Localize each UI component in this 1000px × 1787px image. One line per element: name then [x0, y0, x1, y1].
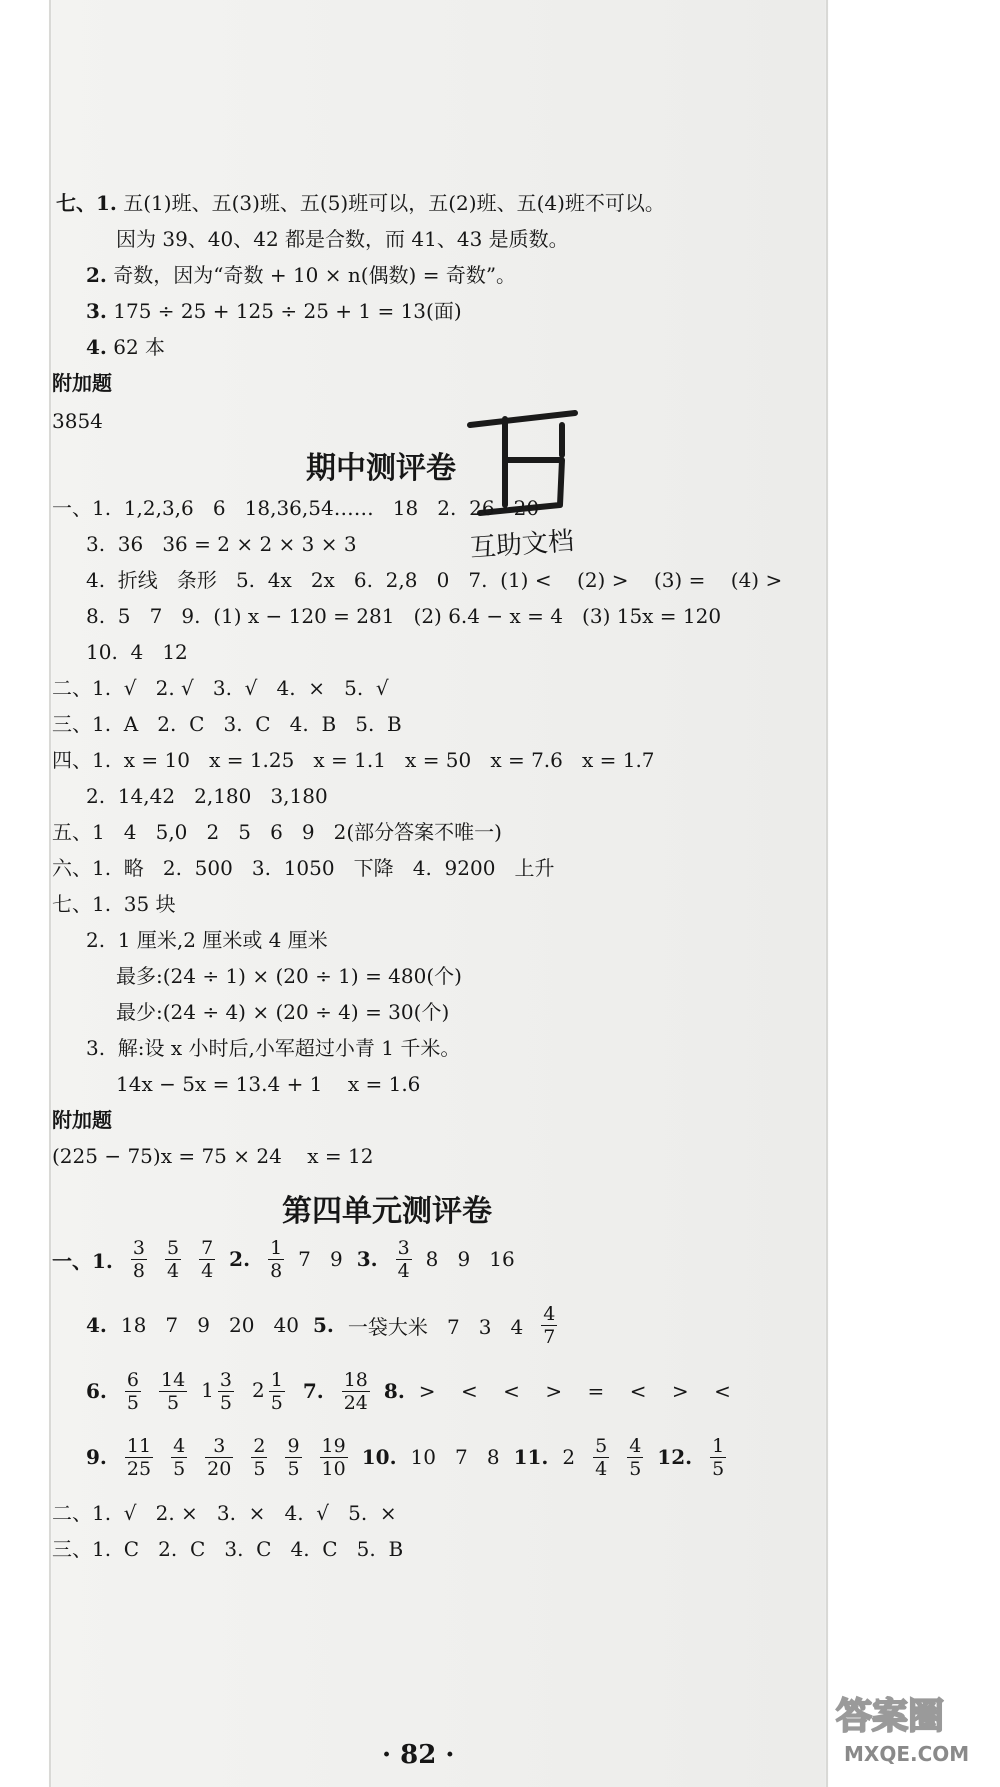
answer-line: 8. 5 7 9. (1) x − 120 = 281 (2) 6.4 − x = 4 (3) 15x = 120 [86, 604, 722, 628]
answer-line: 2. 1 厘米,2 厘米或 4 厘米 [86, 928, 328, 952]
answer-line: 10. 4 12 [86, 640, 188, 664]
answer-line: 七、1. 35 块 [52, 892, 176, 916]
answer-line: 2. 14,42 2,180 3,180 [86, 784, 328, 808]
answer-line: 四、1. x = 10 x = 1.25 x = 1.1 x = 50 x = 7.6 x = 1.7 [52, 748, 655, 772]
answer-line: 最多:(24 ÷ 1) × (20 ÷ 1) = 480(个) [116, 964, 462, 988]
left-gutter-line [49, 0, 51, 1787]
answer-line: 3. 解:设 x 小时后,小军超过小青 1 千米。 [86, 1036, 461, 1060]
fraction-row: 4. 18 7 9 20 40 5. 一袋大米 7 3 4 $\frac{4}{7}$ [86, 1302, 556, 1348]
answer-line: 五、1 4 5,0 2 5 6 9 2(部分答案不唯一) [52, 820, 502, 844]
page-number: · 82 · [382, 1740, 455, 1770]
answer-line: 4. 62 本 [86, 335, 166, 359]
section-title: 第四单元测评卷 [282, 1194, 492, 1229]
answer-line: 三、1. A 2. C 3. C 4. B 5. B [52, 712, 402, 736]
section-heading: 附加题 [52, 371, 112, 395]
fraction-row: 9. $\frac{11}{25}$ $\frac{4}{5}$ $\frac{3}{20}$ $\frac{2}{5}$ $\frac{9}{5}$ $\frac{19}{10}$ 10. 10 7 8 11. 2 $\frac{5}{4}$ $\frac{4}{5}$ 12. $\frac{1}{5}$ [86, 1434, 725, 1480]
answer-line: 14x − 5x = 13.4 + 1 x = 1.6 [116, 1072, 421, 1096]
fraction-row: 6. $\frac{6}{5}$ $\frac{14}{5}$ 1 $\frac{3}{5}$ 2 $\frac{1}{5}$ 7. $\frac{18}{24}$ 8. > < < > = < > < [86, 1368, 731, 1414]
answer-line: 一、1. 1,2,3,6 6 18,36,54…… 18 2. 26 20 [52, 496, 540, 520]
watermark-logo: 答案圈 MXQE.COM [836, 1696, 970, 1766]
answer-line: 3854 [52, 409, 103, 433]
answer-line: 因为 39、40、42 都是合数，而 41、43 是质数。 [116, 227, 569, 251]
section-heading: 附加题 [52, 1108, 112, 1132]
stamp-text: 互助文档 [469, 526, 575, 564]
answer-line: (225 − 75)x = 75 × 24 x = 12 [52, 1144, 374, 1168]
page-title: 期中测评卷 [306, 451, 456, 486]
fraction-row: 一、1. $\frac{3}{8}$ $\frac{5}{4}$ $\frac{7}{4}$ 2. $\frac{1}{8}$ 7 9 3. $\frac{3}{4}$ 8 9 16 [52, 1236, 515, 1282]
answer-line: 4. 折线 条形 5. 4x 2x 6. 2,8 0 7. (1) < (2) > (3) = (4) > [86, 568, 783, 592]
right-gutter-line [826, 0, 828, 1787]
answer-line: 二、1. √ 2. × 3. × 4. √ 5. × [52, 1501, 397, 1525]
answer-line: 最少:(24 ÷ 4) × (20 ÷ 4) = 30(个) [116, 1000, 450, 1024]
answer-line: 七、1. 五(1)班、五(3)班、五(5)班可以，五(2)班、五(4)班不可以。 [56, 191, 665, 215]
answer-line: 2. 奇数，因为“奇数 + 10 × n(偶数) = 奇数”。 [86, 263, 517, 287]
answer-line: 六、1. 略 2. 500 3. 1050 下降 4. 9200 上升 [52, 856, 555, 880]
answer-line: 3. 36 36 = 2 × 2 × 3 × 3 [86, 532, 357, 556]
answer-line: 三、1. C 2. C 3. C 4. C 5. B [52, 1537, 404, 1561]
answer-line: 二、1. √ 2. √ 3. √ 4. × 5. √ [52, 676, 389, 700]
answer-line: 3. 175 ÷ 25 + 125 ÷ 25 + 1 = 13(面) [86, 299, 462, 323]
